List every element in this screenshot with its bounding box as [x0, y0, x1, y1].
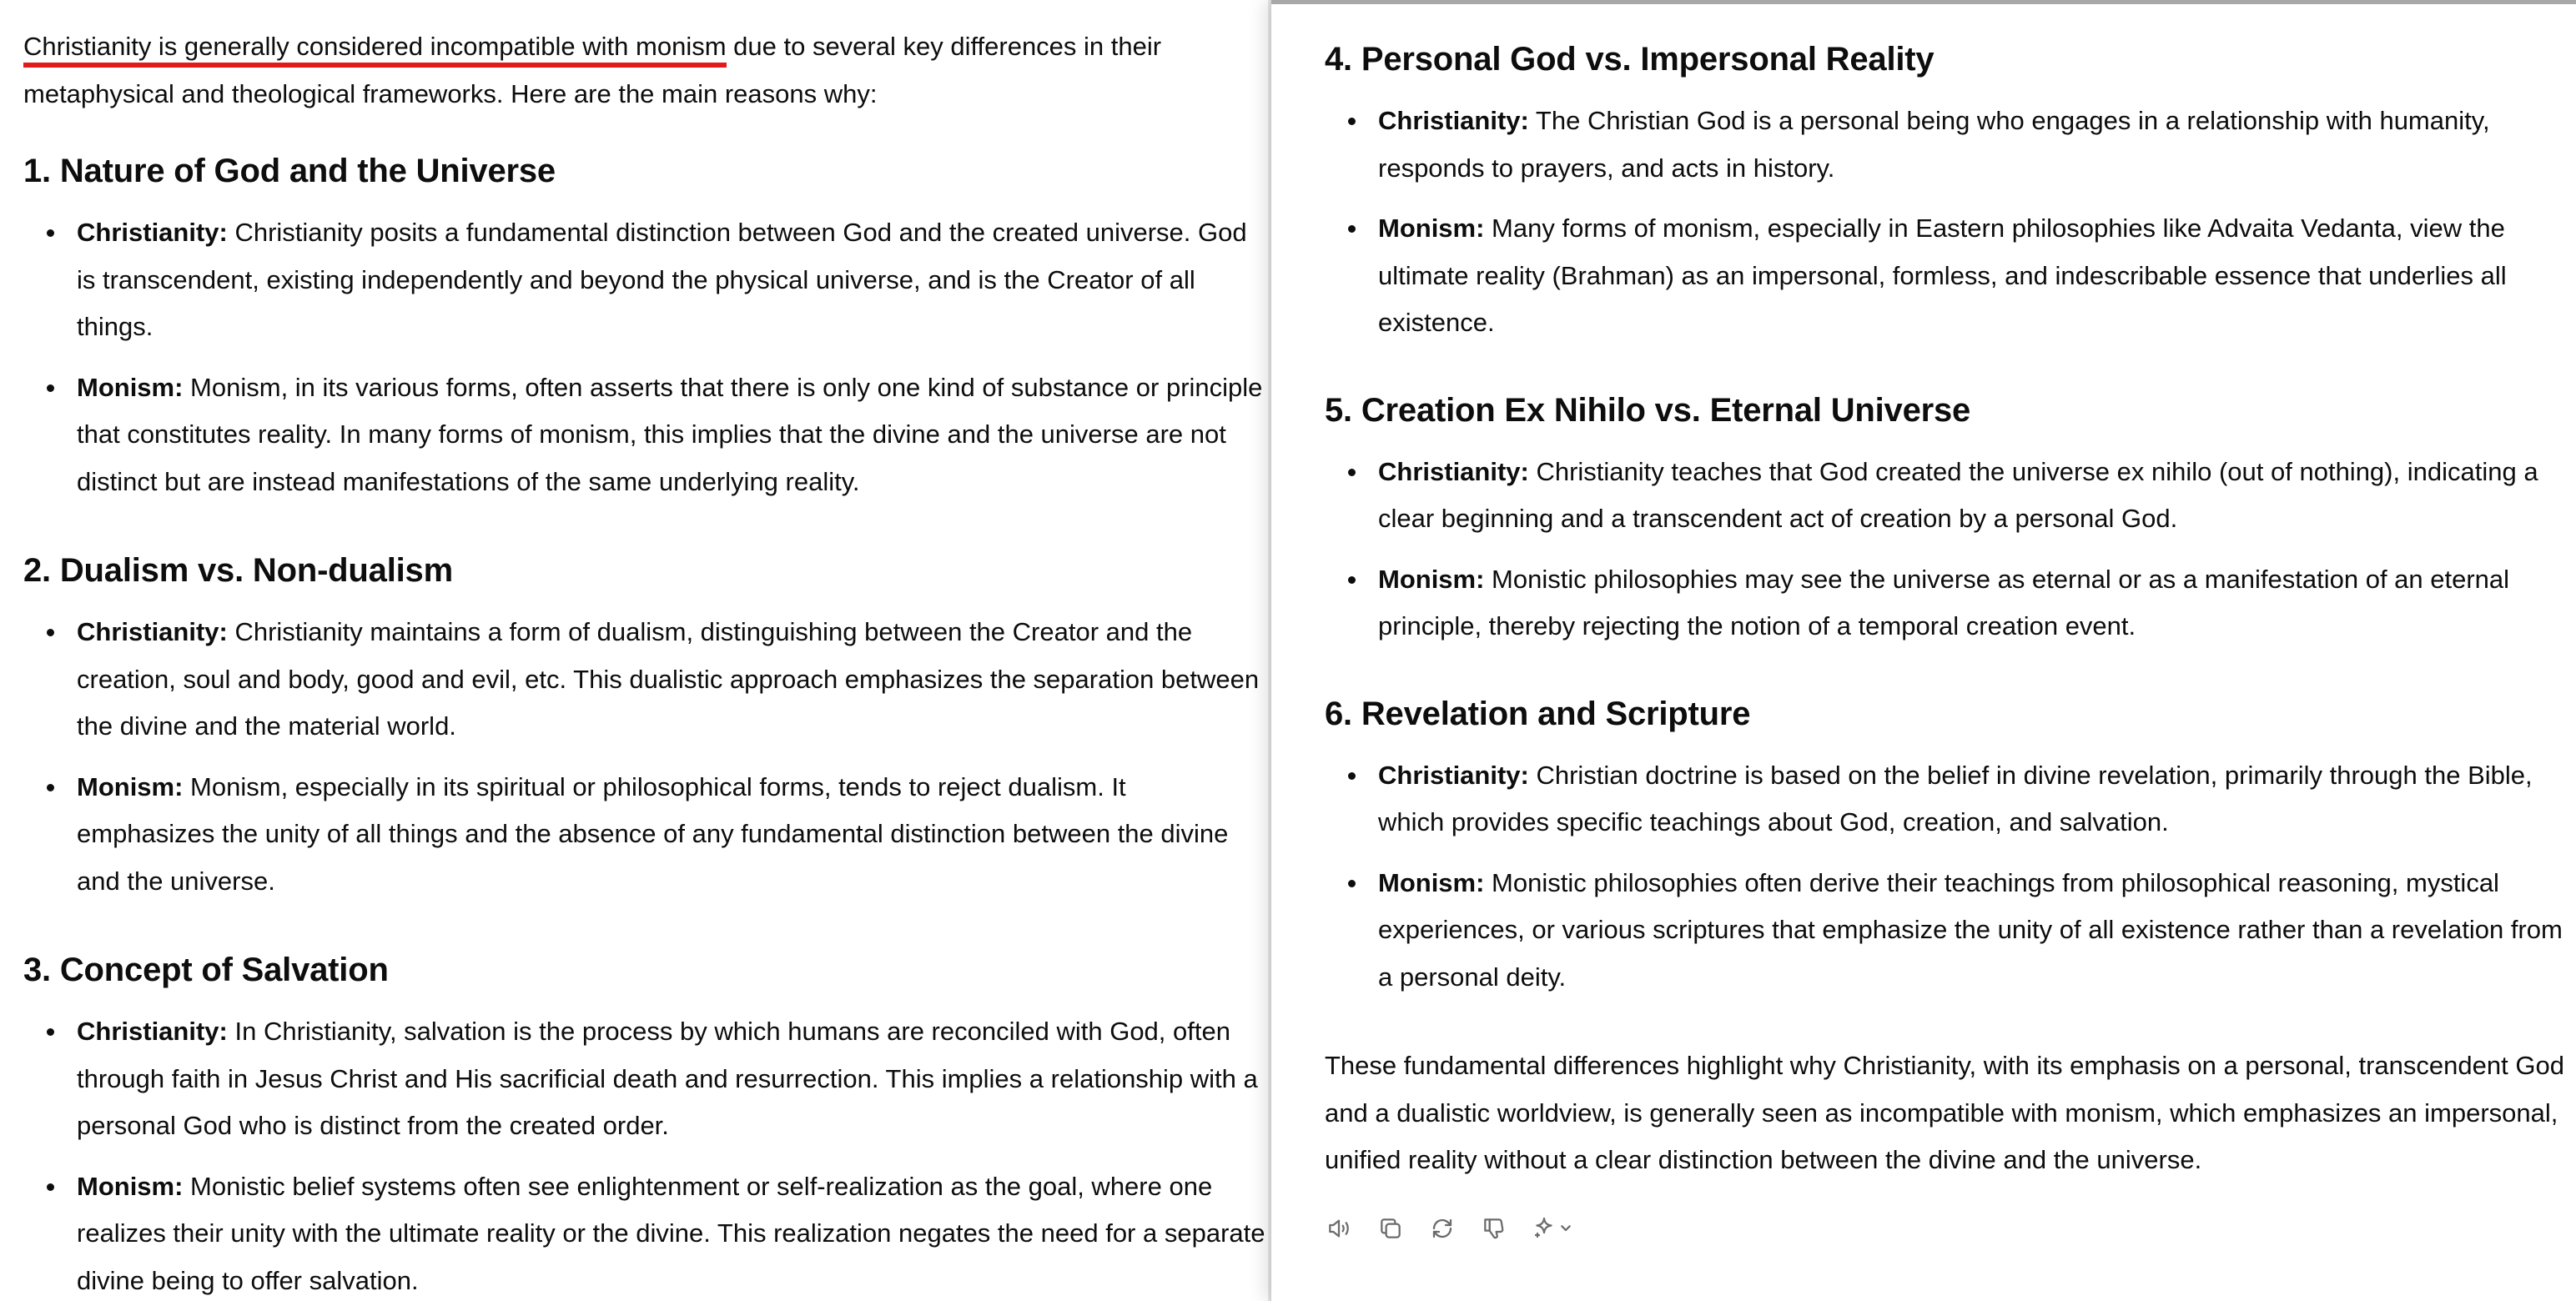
list-item [1378, 449, 2576, 543]
regenerate-icon [1429, 1215, 1456, 1242]
item-label: Monism: [1378, 564, 1485, 594]
section-list [1325, 752, 2576, 1002]
section-list [23, 209, 1268, 505]
thumbs-down-icon [1481, 1215, 1507, 1242]
section-heading: 2. Dualism vs. Non-dualism [23, 552, 453, 589]
section-list [23, 1008, 1268, 1301]
item-text: Many forms of monism, especially in Eastern philosophies like Advaita Vedanta, view the ultimate reality (Brahman) as an impersonal, formless, and indescribable essence that underlies all existence. [1378, 213, 2507, 337]
bad-response-button[interactable] [1480, 1214, 1508, 1243]
sparkle-model-icon [1532, 1215, 1577, 1242]
copy-button[interactable] [1376, 1214, 1405, 1243]
list-item [1378, 860, 2576, 1002]
list-item [1378, 98, 2576, 192]
item-label: Monism: [1378, 867, 1485, 897]
list-item [77, 609, 1268, 751]
list-item [1378, 752, 2576, 846]
section-list [23, 609, 1268, 905]
list-item [77, 209, 1268, 351]
item-text: Christianity posits a fundamental distinction between God and the created universe. God is transcendent, existing independently and beyond the physical universe, and is the Creator of all things. [77, 218, 1247, 341]
section-list [1325, 449, 2576, 650]
item-label: Christianity: [77, 1017, 228, 1046]
item-text: Monistic belief systems often see enlightenment or self-realization as the goal, where one realizes their unity with the ultimate reality or the divine. This realization negates the need for a separate divine being to offer salvation. [77, 1171, 1265, 1295]
list-item [1378, 205, 2576, 347]
section-heading: 5. Creation Ex Nihilo vs. Eternal Universe [1325, 391, 1971, 429]
regenerate-button[interactable] [1428, 1214, 1457, 1243]
item-label: Monism: [77, 372, 184, 402]
change-model-button[interactable] [1532, 1214, 1577, 1243]
read-aloud-button[interactable] [1325, 1214, 1353, 1243]
list-item [1378, 556, 2576, 650]
item-text: In Christianity, salvation is the process by which humans are reconciled with God, often through faith in Jesus Christ and His sacrificial death and resurrection. This implies a relationship with a personal God who is distinct from the created order. [77, 1017, 1258, 1140]
item-text: Monism, especially in its spiritual or philosophical forms, tends to reject dualism. It emphasizes the unity of all things and the absence of any fundamental distinction between the divine and the universe. [77, 771, 1229, 896]
section-list [1325, 98, 2576, 347]
item-label: Christianity: [1378, 456, 1529, 486]
list-item [77, 1008, 1268, 1150]
read-aloud-icon [1326, 1215, 1352, 1242]
item-label: Monism: [77, 771, 184, 801]
item-text: Christianity maintains a form of dualism, distinguishing between the Creator and the creation, soul and body, good and evil, etc. This dualistic approach emphasizes the separation between the divine and the material world. [77, 617, 1260, 741]
left-response-panel [0, 0, 1268, 1301]
item-label: Christianity: [1378, 760, 1529, 790]
item-text: Monism, in its various forms, often asserts that there is only one kind of substance or principle that constitutes reality. In many forms of monism, this implies that the divine and the universe are not distinct but are instead manifestations of the same underlying reality. [77, 372, 1263, 496]
item-text: Monistic philosophies often derive their teachings from philosophical reasoning, mystical experiences, or various scriptures that emphasize the unity of all existence rather than a revelation from a personal deity. [1378, 867, 2563, 992]
intro-text: due to several key differences in their metaphysical and theological frameworks. Here are the main reasons why: [23, 32, 1162, 108]
item-text: Christian doctrine is based on the belief in divine revelation, primarily through the Bible, which provides specific teachings about God, creation, and salvation. [1378, 760, 2533, 836]
item-text: Christianity teaches that God created the universe ex nihilo (out of nothing), indicating a clear beginning and a transcendent act of creation by a personal God. [1378, 456, 2538, 533]
section-heading: 3. Concept of Salvation [23, 952, 389, 988]
list-item [77, 1163, 1268, 1301]
message-action-toolbar [1325, 1214, 2576, 1243]
right-response-panel [1271, 0, 2576, 1301]
highlighted-intro-text: Christianity is generally considered incompatible with monism [23, 32, 727, 68]
closing-paragraph: These fundamental differences highlight why Christianity, with its emphasis on a personal, transcendent God and a dualistic worldview, is generally seen as incompatible with monism, which emphasizes an impersonal, unified reality without a clear distinction between the divine and the universe. [1325, 1051, 2564, 1174]
list-item [77, 364, 1268, 506]
section-heading: 1. Nature of God and the Universe [23, 153, 556, 189]
section-heading: 6. Revelation and Scripture [1325, 695, 1751, 732]
intro-paragraph [23, 23, 1268, 118]
copy-icon [1377, 1215, 1404, 1242]
item-label: Monism: [77, 1171, 184, 1201]
item-text: Monistic philosophies may see the universe as eternal or as a manifestation of an eternal principle, thereby rejecting the notion of a temporal creation event. [1378, 564, 2510, 640]
item-label: Christianity: [1378, 106, 1529, 135]
item-label: Christianity: [77, 218, 228, 247]
section-heading: 4. Personal God vs. Impersonal Reality [1325, 41, 1935, 78]
item-text: The Christian God is a personal being who engages in a relationship with humanity, responds to prayers, and acts in history. [1378, 106, 2490, 183]
item-label: Monism: [1378, 213, 1485, 243]
item-label: Christianity: [77, 617, 228, 646]
list-item [77, 764, 1268, 906]
